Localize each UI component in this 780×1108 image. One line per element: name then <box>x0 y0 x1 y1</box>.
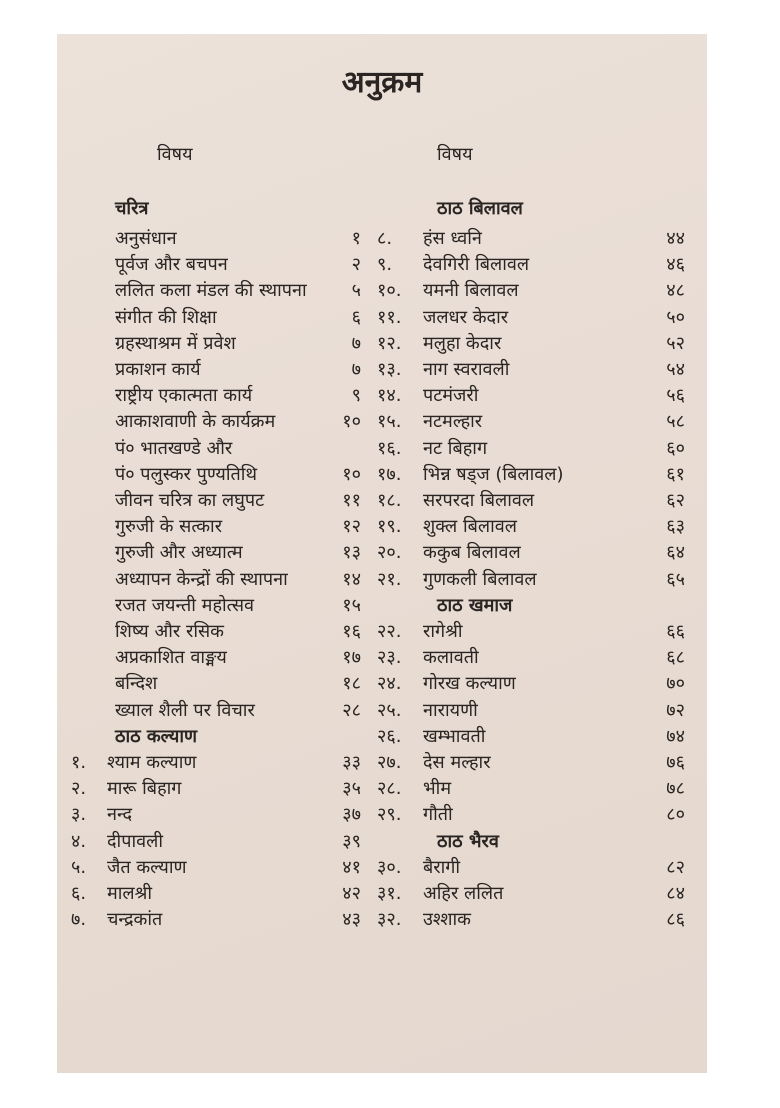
entry-page: १४ <box>342 568 361 590</box>
entry-number: २१. <box>377 568 402 590</box>
entry-number: २७. <box>377 752 402 773</box>
entry-number: ७. <box>71 909 87 931</box>
entry-title: सरपरदा बिलावल <box>423 490 535 511</box>
entry-number: २६. <box>377 725 402 747</box>
toc-entry <box>377 331 707 357</box>
toc-entry <box>377 671 707 697</box>
entry-page: ६३ <box>666 516 685 538</box>
toc-entry <box>377 462 707 488</box>
toc-entry <box>377 278 707 304</box>
entry-title: राष्ट्रीय एकात्मता कार्य <box>115 385 253 407</box>
entry-number: १४. <box>377 385 402 407</box>
toc-entry <box>57 776 387 802</box>
entry-page: १० <box>342 463 361 485</box>
entry-page: ५६ <box>666 385 685 407</box>
entry-page: ४६ <box>666 254 685 276</box>
entry-title: नन्द <box>107 804 133 826</box>
toc-entry <box>57 802 387 828</box>
entry-title: गुरुजी के सत्कार <box>115 516 223 538</box>
entry-page: ६१ <box>666 463 685 485</box>
entry-page: ९ <box>351 385 361 407</box>
book-page <box>57 34 707 1073</box>
toc-entry <box>377 802 707 828</box>
entry-number: १८. <box>377 490 402 511</box>
entry-number: ३०. <box>377 856 402 878</box>
entry-page: ७८ <box>666 778 685 800</box>
entry-page: ७ <box>351 359 361 380</box>
toc-entry <box>57 698 387 724</box>
entry-title: जलधर केदार <box>423 306 509 328</box>
toc-entry <box>377 724 707 750</box>
entry-number: २३. <box>377 647 402 669</box>
entry-page: ८० <box>666 804 685 826</box>
entry-page: ६५ <box>666 568 685 590</box>
entry-title: रागेश्री <box>423 621 463 642</box>
entry-title: आकाशवाणी के कार्यक्रम <box>115 411 276 433</box>
toc-entry <box>377 907 707 933</box>
toc-entry <box>377 855 707 881</box>
entry-page: १ <box>351 228 361 249</box>
entry-title: हंस ध्वनि <box>423 228 482 249</box>
entry-page: ४२ <box>342 883 361 904</box>
entry-title: अध्यापन केन्द्रों की स्थापना <box>115 568 288 590</box>
entry-title: देवगिरी बिलावल <box>423 254 530 276</box>
entry-title: अप्रकाशित वाङ्मय <box>115 647 227 669</box>
toc-entry <box>57 278 387 304</box>
entry-title: नाग स्वरावली <box>423 359 510 380</box>
entry-title: संगीत की शिक्षा <box>115 306 217 328</box>
toc-entry <box>57 907 387 933</box>
entry-title: ग्रहस्थाश्रम में प्रवेश <box>115 332 236 354</box>
entry-title: यमनी बिलावल <box>423 280 519 302</box>
entry-page: १२ <box>342 516 361 538</box>
entry-number: १६. <box>377 437 402 459</box>
section-heading: ठाठ भैरव <box>437 830 499 852</box>
entry-page: ४८ <box>666 280 685 302</box>
entry-page: ३९ <box>342 830 361 852</box>
entry-number: २८. <box>377 778 402 800</box>
entry-title: बन्दिश <box>115 673 158 695</box>
entry-title: अनुसंधान <box>115 228 177 249</box>
toc-entry <box>377 357 707 383</box>
toc-entry <box>377 305 707 331</box>
entry-number: १९. <box>377 516 402 538</box>
toc-entry <box>377 226 707 252</box>
entry-page: ७६ <box>666 752 685 773</box>
toc-entry <box>57 226 387 252</box>
toc-entry <box>377 698 707 724</box>
entry-page: ७४ <box>666 725 685 747</box>
entry-title: शिष्य और रसिक <box>115 621 224 642</box>
toc-entry <box>57 409 387 435</box>
entry-title: पटमंजरी <box>423 385 479 407</box>
right-column-header: विषय <box>437 144 473 165</box>
entry-number: ५. <box>71 856 87 878</box>
toc-entry <box>57 462 387 488</box>
entry-title: नारायणी <box>423 699 478 721</box>
toc-entry <box>57 252 387 278</box>
entry-page: ४१ <box>342 856 361 878</box>
section-heading: ठाठ कल्याण <box>115 725 198 747</box>
entry-number: १२. <box>377 332 402 354</box>
entry-number: २५. <box>377 699 402 721</box>
entry-title: पं० पलुस्कर पुण्यतिथि <box>115 463 257 485</box>
toc-entry <box>377 383 707 409</box>
entry-number: ८. <box>377 228 393 249</box>
entry-page: ६० <box>666 437 685 459</box>
entry-title: गौती <box>423 804 453 826</box>
entry-page: ३७ <box>342 804 361 826</box>
entry-number: २९. <box>377 804 402 826</box>
toc-entry <box>57 436 387 462</box>
entry-title: ललित कला मंडल की स्थापना <box>115 280 307 302</box>
toc-entry <box>57 750 387 776</box>
toc-entry <box>377 776 707 802</box>
entry-title: गुरुजी और अध्यात्म <box>115 542 243 564</box>
entry-title: बैरागी <box>423 856 461 878</box>
entry-page: १७ <box>342 647 361 669</box>
toc-entry <box>377 409 707 435</box>
entry-number: २. <box>71 778 87 800</box>
toc-entry <box>57 331 387 357</box>
toc-entry <box>57 671 387 697</box>
entry-title: श्याम कल्याण <box>107 752 197 773</box>
entry-page: ५४ <box>666 359 685 380</box>
entry-number: १७. <box>377 463 402 485</box>
entry-number: ९. <box>377 254 393 276</box>
entry-title: शुक्ल बिलावल <box>423 516 517 538</box>
page-title: अनुक्रम <box>341 65 423 100</box>
toc-entry <box>377 540 707 566</box>
entry-number: १. <box>71 752 87 773</box>
toc-entry <box>377 436 707 462</box>
toc-entry <box>57 514 387 540</box>
entry-title: मलुहा केदार <box>423 332 502 354</box>
toc-entry <box>57 383 387 409</box>
entry-title: खम्भावती <box>423 725 486 747</box>
entry-title: ख्याल शैली पर विचार <box>115 699 255 721</box>
toc-entry <box>57 881 387 907</box>
entry-page: ३३ <box>342 752 361 773</box>
entry-title: ककुब बिलावल <box>423 542 521 564</box>
toc-entry <box>377 488 707 514</box>
entry-title: नटमल्हार <box>423 411 483 433</box>
toc-entry <box>377 567 707 593</box>
toc-entry <box>377 645 707 671</box>
entry-number: ३२. <box>377 909 402 931</box>
toc-entry <box>57 357 387 383</box>
entry-number: १३. <box>377 359 402 380</box>
entry-title: अहिर ललित <box>423 883 504 904</box>
toc-entry <box>57 540 387 566</box>
entry-title: चन्द्रकांत <box>107 909 163 931</box>
entry-page: ६६ <box>666 621 685 642</box>
toc-entry <box>377 619 707 645</box>
entry-page: ३५ <box>342 778 361 800</box>
entry-page: ८२ <box>666 856 685 878</box>
entry-number: ३१. <box>377 883 402 904</box>
entry-number: ४. <box>71 830 87 852</box>
entry-page: १६ <box>342 621 361 642</box>
entry-page: ८४ <box>666 883 685 904</box>
toc-entry <box>377 252 707 278</box>
toc-entry <box>57 305 387 331</box>
entry-page: १८ <box>342 673 361 695</box>
entry-page: १५ <box>342 594 361 616</box>
entry-title: भीम <box>423 778 452 800</box>
toc-entry <box>57 645 387 671</box>
entry-title: गुणकली बिलावल <box>423 568 537 590</box>
toc-entry <box>57 593 387 619</box>
entry-title: गोरख कल्याण <box>423 673 516 695</box>
entry-title: मारू बिहाग <box>107 778 182 800</box>
entry-page: ६८ <box>666 647 685 669</box>
entry-number: ३. <box>71 804 87 826</box>
entry-page: १० <box>342 411 361 433</box>
entry-number: १५. <box>377 411 402 433</box>
toc-entry <box>57 855 387 881</box>
entry-title: जीवन चरित्र का लघुपट <box>115 490 265 511</box>
entry-number: ६. <box>71 883 87 904</box>
entry-number: २०. <box>377 542 402 564</box>
entry-title: प्रकाशन कार्य <box>115 359 201 380</box>
entry-number: ११. <box>377 306 402 328</box>
entry-page: ७ <box>351 332 361 354</box>
section-heading: ठाठ खमाज <box>437 594 513 616</box>
entry-page: ५८ <box>666 411 685 433</box>
entry-title: रजत जयन्ती महोत्सव <box>115 594 254 616</box>
toc-entry <box>57 829 387 855</box>
section-heading: चरित्र <box>115 198 149 219</box>
entry-page: ६२ <box>666 490 685 511</box>
section-heading: ठाठ बिलावल <box>437 198 523 219</box>
entry-title: देस मल्हार <box>423 752 491 773</box>
entry-title: दीपावली <box>107 830 163 852</box>
entry-page: ४३ <box>342 909 361 931</box>
entry-title: भिन्न षड्ज (बिलावल) <box>423 463 564 485</box>
entry-page: ७० <box>666 673 685 695</box>
entry-page: ५ <box>351 280 361 302</box>
entry-title: मालश्री <box>107 883 153 904</box>
entry-page: ६ <box>351 306 361 328</box>
toc-entry <box>57 619 387 645</box>
entry-title: उश्शाक <box>423 909 471 931</box>
entry-page: ५० <box>666 306 685 328</box>
entry-title: कलावती <box>423 647 479 669</box>
left-column-header: विषय <box>157 144 193 165</box>
entry-page: २ <box>351 254 361 276</box>
entry-page: ६४ <box>666 542 685 564</box>
toc-entry <box>57 488 387 514</box>
toc-entry <box>57 567 387 593</box>
entry-title: जैत कल्याण <box>107 856 187 878</box>
toc-entry <box>377 750 707 776</box>
toc-entry <box>377 881 707 907</box>
entry-page: ११ <box>342 490 361 511</box>
entry-page: ७२ <box>666 699 685 721</box>
entry-page: २८ <box>342 699 361 721</box>
entry-title: पं० भातखण्डे और <box>115 437 233 459</box>
entry-number: १०. <box>377 280 402 302</box>
entry-number: २४. <box>377 673 402 695</box>
entry-number: २२. <box>377 621 402 642</box>
entry-page: ८६ <box>666 909 685 931</box>
toc-entry <box>377 514 707 540</box>
entry-title: पूर्वज और बचपन <box>115 254 228 276</box>
entry-title: नट बिहाग <box>423 437 488 459</box>
entry-page: ४४ <box>666 228 685 249</box>
entry-page: १३ <box>342 542 361 564</box>
entry-page: ५२ <box>666 332 685 354</box>
